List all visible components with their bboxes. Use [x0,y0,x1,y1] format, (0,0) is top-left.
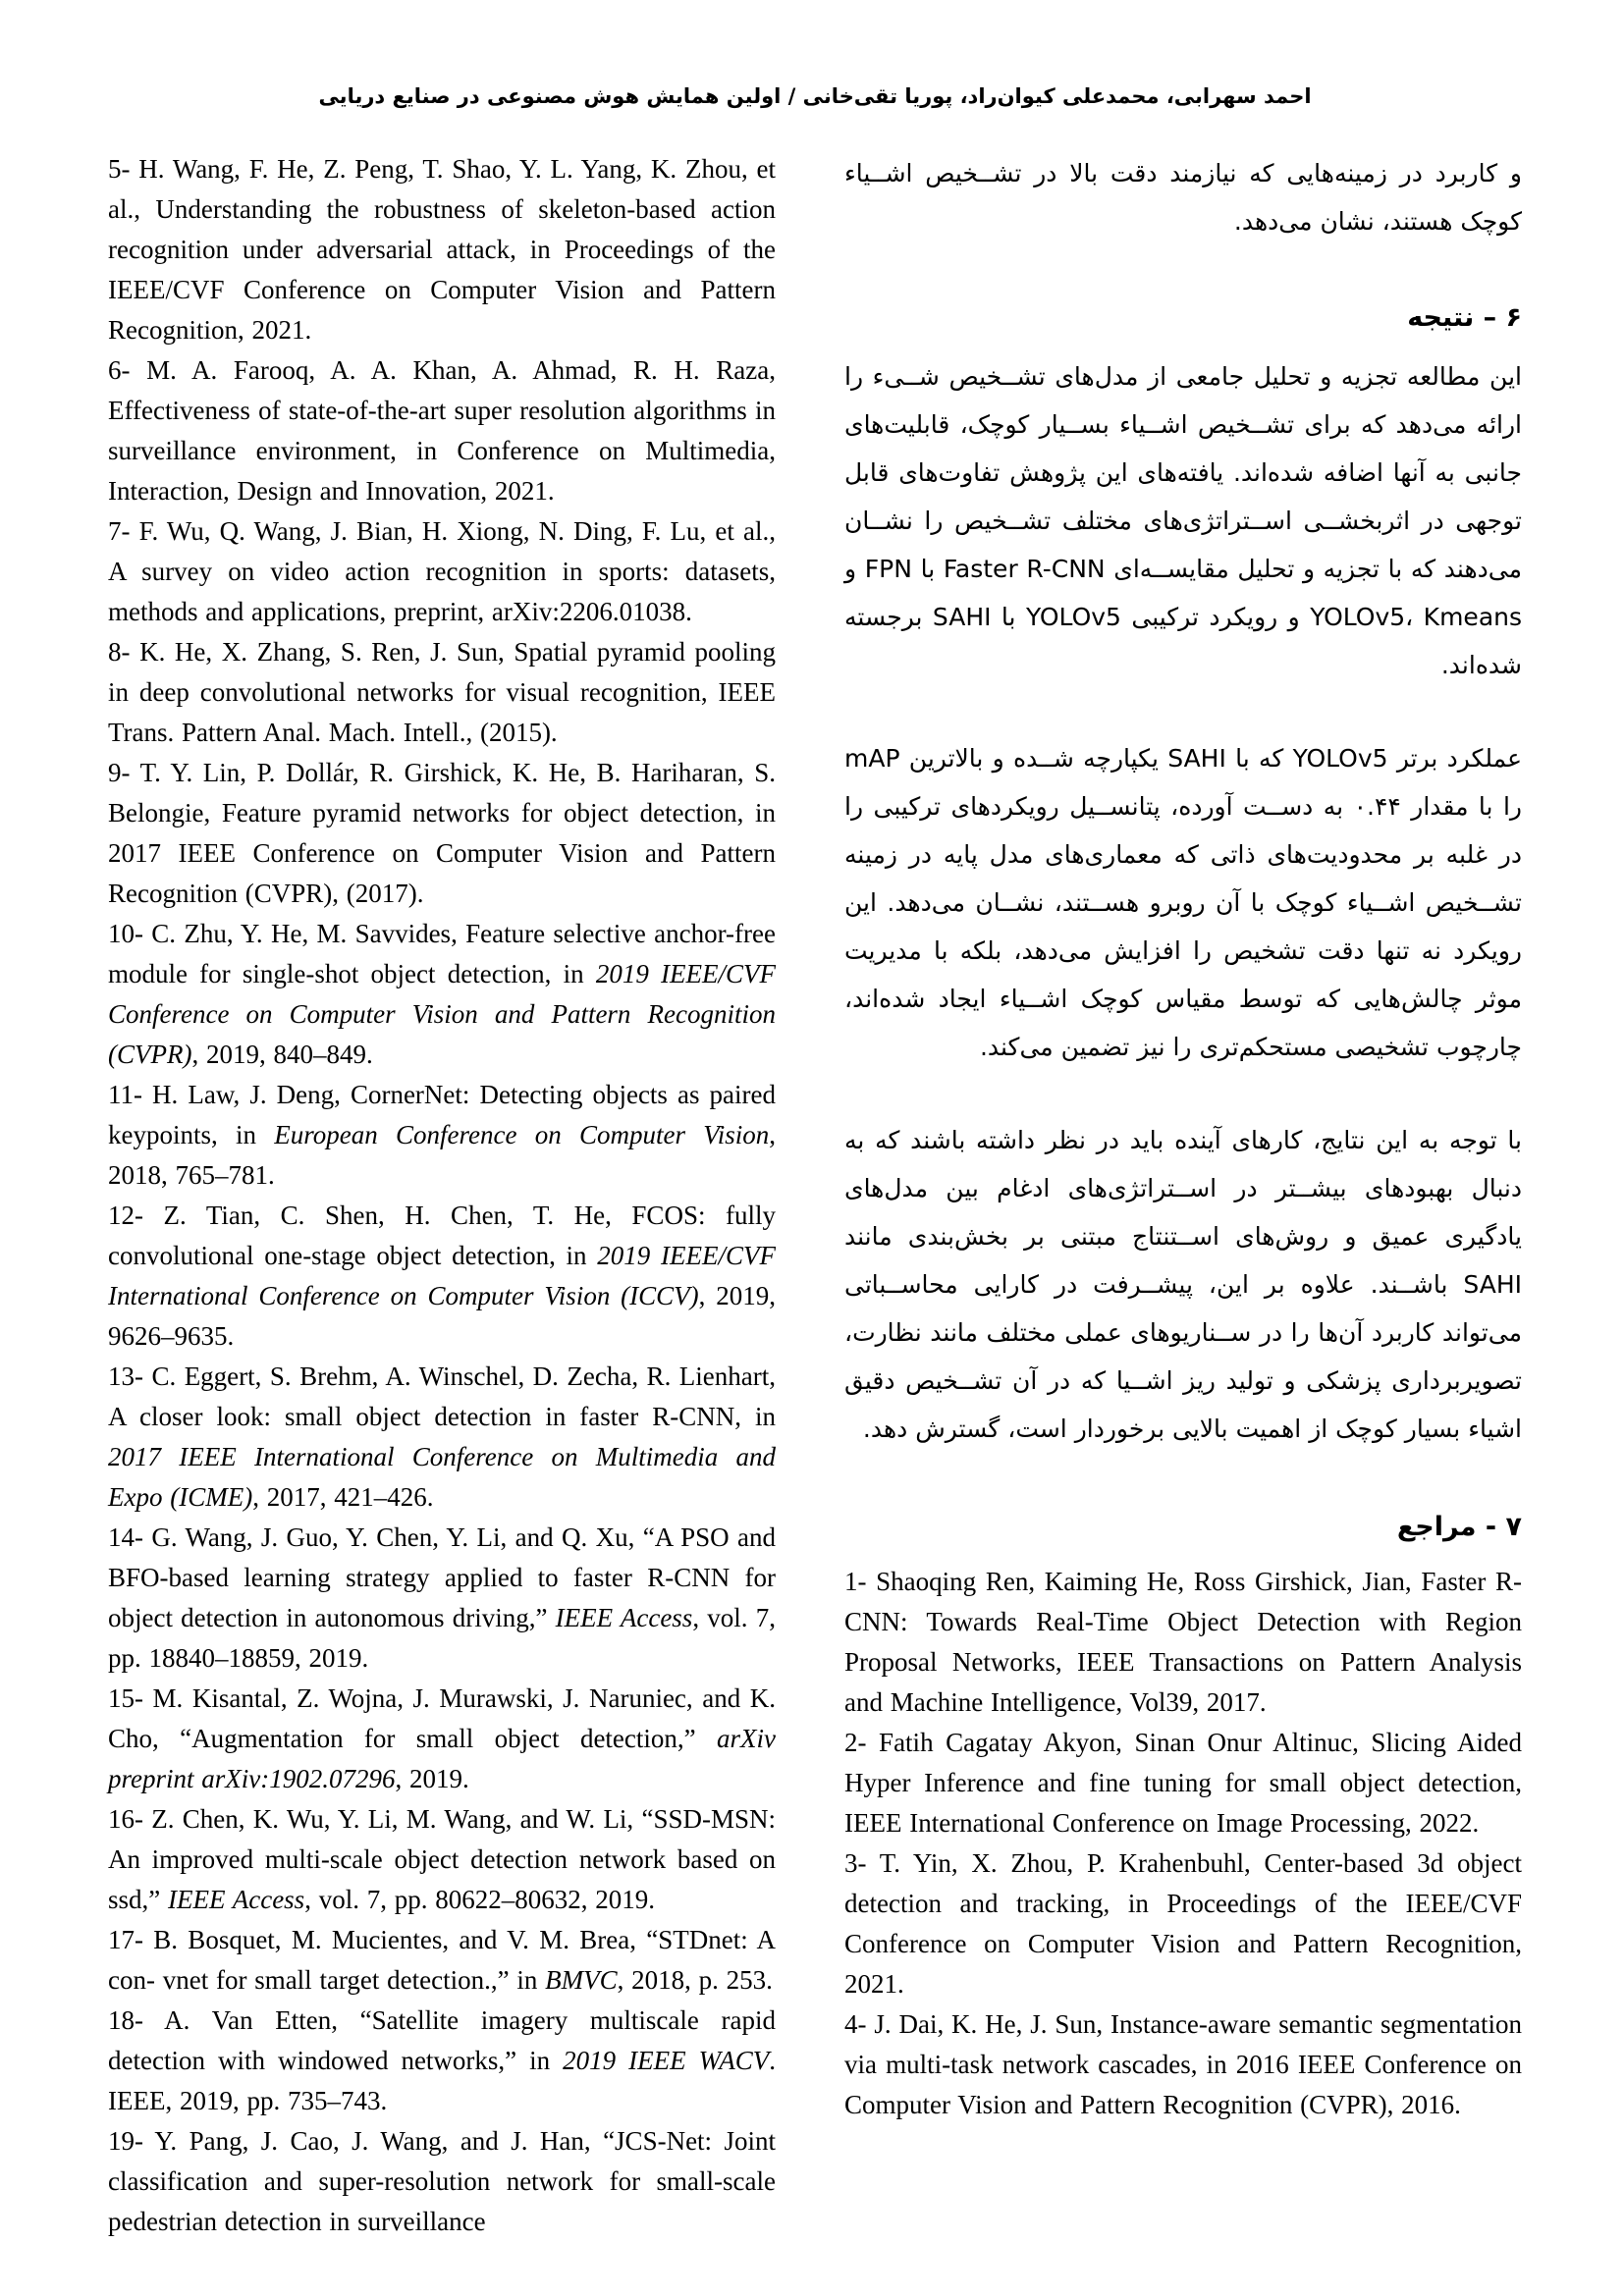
reference-text: 17- B. Bosquet, M. Mucientes, and V. M. Brea, “STDnet: A con- vnet for small target detection.,” in [108,1925,776,1995]
reference-venue-italic: IEEE Access [168,1885,305,1914]
paragraph-continuation: و کاربرد در زمینه‌هایی که نیازمند دقت بالا در تشــخیص اشــیاء کوچک هستند، نشان می‌دهد. [844,159,1522,236]
left-column-references [108,149,776,2242]
reference-text: 1- Shaoqing Ren, Kaiming He, Ross Girshick, Jian, Faster R-CNN: Towards Real-Time Object Detection with Region Proposal Networks, IEEE Transactions on Pattern Analysis and Machine Intelligence, Vol39, 2017. [844,1567,1522,1717]
reference-text: , 2019, 9626–9635. [108,1281,776,1351]
right-column [844,149,1522,2242]
reference-text: 3- T. Yin, X. Zhou, P. Krahenbuhl, Center-based 3d object detection and tracking, in Proceedings of the IEEE/CVF Conference on Computer Vision and Pattern Recognition, 2021. [844,1848,1522,1999]
reference-venue-italic: 2019 IEEE WACV [563,2046,770,2075]
reference-text: 5- H. Wang, F. He, Z. Peng, T. Shao, Y. L. Yang, K. Zhou, et al., Understanding the robustness of skeleton-based action recognition under adversarial attack, in Proceedings of the IEEE/CVF Conference on Computer Vision and Pattern Recognition, 2021. [108,154,776,345]
conclusion-paragraph: این مطالعه تجزیه و تحلیل جامعی از مدل‌های تشــخیص شــیء را ارائه می‌دهد که برای تشــخیص اشــیاء بســیار کوچک، قابلیت‌های جانبی به آنها اضافه شده‌اند. یافته‌های این پژوهش تفاوت‌های قابل توجهی در اثربخشــی اســتراتژی‌های مختلف تشــخیص را نشــان می‌دهند که با تجزیه و تحلیل مقایســه‌ای Faster R-CNN با FPN و YOLOv5، Kmeans و رویکرد ترکیبی YOLOv5 با SAHI برجسته شده‌اند. [844,362,1523,679]
reference-text: 19- Y. Pang, J. Cao, J. Wang, and J. Han, “JCS-Net: Joint classification and super-resolution network for small-scale pedestrian detection in surveillance [108,2126,776,2236]
reference-text: 9- T. Y. Lin, P. Dollár, R. Girshick, K. He, B. Hariharan, S. Belongie, Feature pyramid networks for object detection, in 2017 IEEE Conference on Computer Vision and Pattern Recognition (CVPR), (2017). [108,758,776,908]
reference-item [108,511,776,632]
reference-text: . IEEE, 2019, pp. 735–743. [108,2046,776,2115]
reference-item [844,1723,1522,1843]
reference-text: 4- J. Dai, K. He, J. Sun, Instance-aware semantic segmentation via multi-task network cascades, in 2016 IEEE Conference on Computer Vision and Pattern Recognition (CVPR), 2016. [844,2009,1522,2119]
conclusion-paragraph: با توجه به این نتایج، کارهای آینده باید در نظر داشته باشند که به دنبال بهبودهای بیشــتر در اســتراتژی‌های ادغام بین مدل‌های یادگیری عمیق و روش‌های اســتنتاج مبتنی بر بخش‌بندی مانند SAHI باشــند. علاوه بر این، پیشــرفت در کارایی محاســباتی می‌تواند کاربرد آن‌ها را در ســناریوهای عملی مختلف مانند نظارت، تصویربرداری پزشکی و تولید ریز اشــیا که در آن تشــخیص دقیق اشیاء بسیار کوچک از اهمیت بالایی برخوردار است، گسترش دهد. [844,1126,1522,1443]
running-header: احمد سهرابی، محمدعلی کیوان‌راد، پوریا تقی‌خانی / اولین همایش هوش مصنوعی در صنایع دریایی [318,84,1312,108]
reference-text: 14- G. Wang, J. Guo, Y. Chen, Y. Li, and Q. Xu, “A PSO and BFO-based learning strategy applied to faster R-CNN for object detection in autonomous driving,” [108,1522,776,1632]
two-column-layout [108,149,1522,2242]
reference-item [844,1562,1522,1723]
reference-item [108,2121,776,2242]
reference-item [844,1843,1522,2004]
reference-item [108,1357,776,1518]
reference-text: 12- Z. Tian, C. Shen, H. Chen, T. He, FCOS: fully convolutional one-stage object detection, in [108,1201,776,1270]
reference-venue-italic: IEEE Access [555,1603,693,1632]
reference-venue-italic: arXiv preprint arXiv:1902.07296 [108,1724,776,1793]
reference-text: 2- Fatih Cagatay Akyon, Sinan Onur Altinuc, Slicing Aided Hyper Inference and fine tuning for small object detection, IEEE International Conference on Image Processing, 2022. [844,1728,1522,1838]
reference-text: 13- C. Eggert, S. Brehm, A. Winschel, D. Zecha, R. Lienhart, A closer look: small object detection in faster R-CNN, in [108,1362,776,1431]
reference-item [108,2001,776,2121]
reference-text: 16- Z. Chen, K. Wu, Y. Li, M. Wang, and W. Li, “SSD-MSN: An improved multi-scale object detection network based on ssd,” [108,1804,776,1914]
reference-item [108,753,776,914]
reference-item [844,2004,1522,2125]
reference-venue-italic: European Conference on Computer Vision [274,1120,770,1149]
reference-item [108,1799,776,1920]
reference-text: 18- A. Van Etten, “Satellite imagery multiscale rapid detection with windowed networks,” in [108,2005,776,2075]
reference-item [108,632,776,753]
reference-item [108,1196,776,1357]
reference-text: , 2018, p. 253. [617,1965,773,1995]
reference-text: 10- C. Zhu, Y. He, M. Savvides, Feature selective anchor-free module for single-shot object detection, in [108,919,776,988]
reference-text: 7- F. Wu, Q. Wang, J. Bian, H. Xiong, N. Ding, F. Lu, et al., A survey on video action recognition in sports: datasets, methods and applications, preprint, arXiv:2206.01038. [108,516,776,626]
reference-venue-italic: 2019 IEEE/CVF Conference on Computer Vision and Pattern Recognition (CVPR) [108,959,776,1069]
reference-item [108,1679,776,1799]
reference-text: 15- M. Kisantal, Z. Wojna, J. Murawski, J. Naruniec, and K. Cho, “Augmentation for small object detection,” [108,1683,776,1753]
reference-venue-italic: 2017 IEEE International Conference on Multimedia and Expo (ICME) [108,1442,776,1512]
reference-text: , 2017, 421–426. [252,1482,434,1512]
reference-text: 8- K. He, X. Zhang, S. Ren, J. Sun, Spatial pyramid pooling in deep convolutional networks for visual recognition, IEEE Trans. Pattern Anal. Mach. Intell., (2015). [108,637,776,747]
reference-text: , 2018, 765–781. [108,1120,777,1190]
right-column-references [844,1562,1522,2125]
reference-venue-italic: 2019 IEEE/CVF International Conference on Computer Vision (ICCV) [108,1241,776,1310]
reference-item [108,914,776,1075]
reference-text: 11- H. Law, J. Deng, CornerNet: Detecting objects as paired keypoints, in [108,1080,776,1149]
reference-item [108,1075,776,1196]
section-heading-conclusion: ۶ – نتیجه [1407,302,1522,333]
reference-text: , vol. 7, pp. 18840–18859, 2019. [108,1603,776,1673]
section-heading-references: ۷ - مراجع [1396,1512,1522,1542]
reference-item [108,1920,776,2001]
reference-text: , 2019, 840–849. [191,1040,373,1069]
reference-text: , 2019. [395,1764,469,1793]
reference-item [108,1518,776,1679]
conclusion-paragraph: عملکرد برتر YOLOv5 که با SAHI یکپارچه شــده و بالاترین mAP را با مقدار ۰.۴۴ به دســت آورده، پتانســیل رویکردهای ترکیبی را در غلبه بر محدودیت‌های ذاتی که معماری‌های مدل پایه در زمینه تشــخیص اشــیاء کوچک با آن روبرو هســتند، نشــان می‌دهد. این رویکرد نه تنها دقت تشخیص را افزایش می‌دهد، بلکه با مدیریت موثر چالش‌هایی که توسط مقیاس کوچک اشــیاء ایجاد شده‌اند، چارچوب تشخیصی مستحکم‌تری را نیز تضمین می‌کند. [844,744,1522,1061]
reference-item [108,350,776,511]
reference-item [108,149,776,350]
reference-text: , vol. 7, pp. 80622–80632, 2019. [304,1885,655,1914]
reference-text: 6- M. A. Farooq, A. A. Khan, A. Ahmad, R. H. Raza, Effectiveness of state-of-the-art super resolution algorithms in surveillance environment, in Conference on Multimedia, Interaction, Design and Innovation, 2021. [108,355,776,506]
reference-venue-italic: BMVC [545,1965,618,1995]
